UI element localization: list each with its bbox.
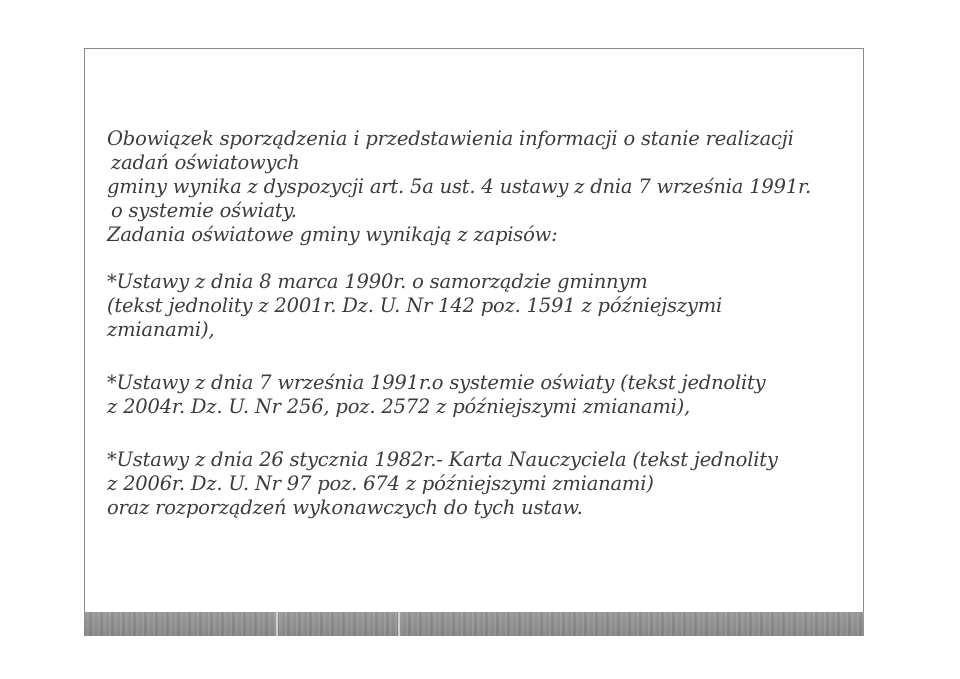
paragraph1-line4: o systemie oświaty. (111, 199, 297, 222)
slide-footer-bar (84, 612, 864, 636)
footer-bar-divider (398, 612, 400, 636)
paragraph1-line3: gminy wynika z dyspozycji art. 5a ust. 4 ustawy z dnia 7 września 1991r. (107, 175, 812, 198)
paragraph3-line1: *Ustawy z dnia 7 września 1991r.o systemie oświaty (tekst jednolity (107, 371, 766, 394)
paragraph4-line2: z 2006r. Dz. U. Nr 97 poz. 674 z późniejszymi zmianami) (107, 472, 654, 495)
paragraph1-line2: zadań oświatowych (111, 151, 300, 174)
paragraph4-line3: oraz rozporządzeń wykonawczych do tych ustaw. (107, 496, 583, 519)
paragraph1-line1: Obowiązek sporządzenia i przedstawienia informacji o stanie realizacji (107, 127, 794, 150)
footer-bar-divider (276, 612, 278, 636)
paragraph4-line1: *Ustawy z dnia 26 stycznia 1982r.- Karta Nauczyciela (tekst jednolity (107, 448, 778, 471)
paragraph1-line5: Zadania oświatowe gminy wynikają z zapisów: (107, 223, 558, 246)
slide-frame (84, 48, 864, 636)
slide-text (107, 127, 857, 520)
paragraph2-line3: zmianami), (107, 318, 215, 341)
paragraph2-line2: (tekst jednolity z 2001r. Dz. U. Nr 142 poz. 1591 z późniejszymi (107, 294, 723, 317)
paragraph2-line1: *Ustawy z dnia 8 marca 1990r. o samorządzie gminnym (107, 270, 648, 293)
paragraph3-line2: z 2004r. Dz. U. Nr 256, poz. 2572 z późniejszymi zmianami), (107, 395, 691, 418)
